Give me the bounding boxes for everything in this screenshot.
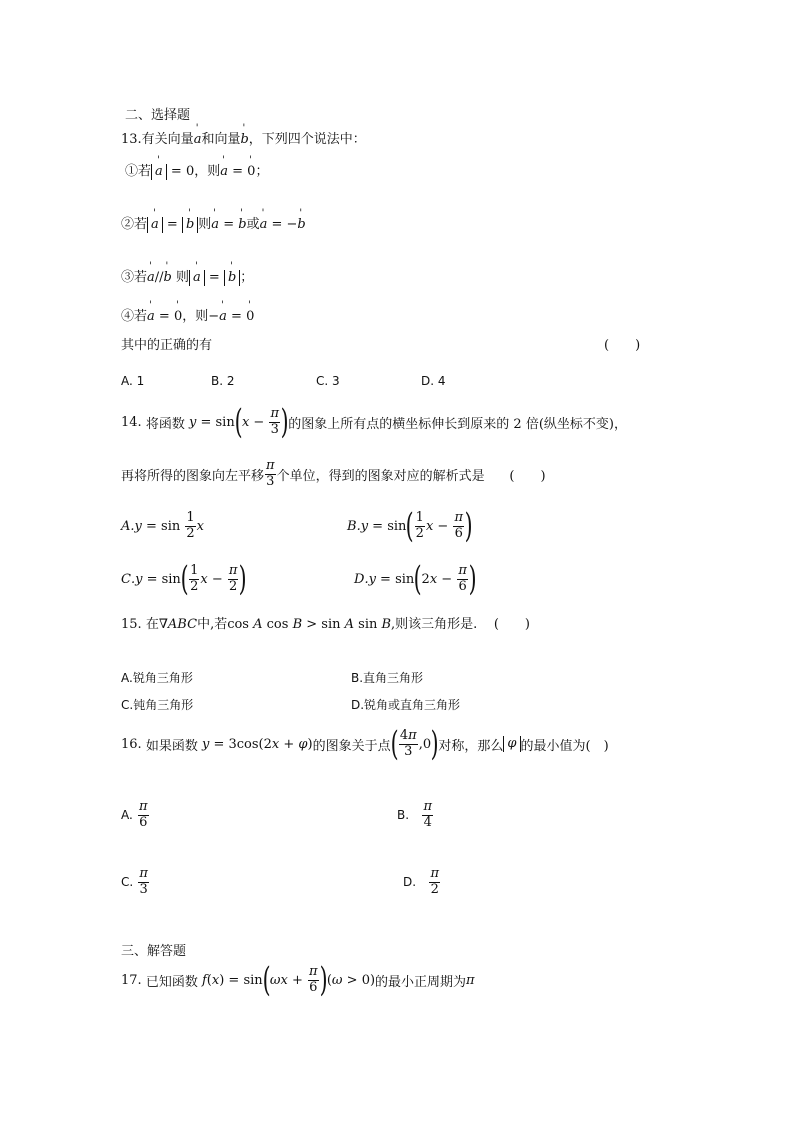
q16-stem: 16. 如果函数 y = 3cos(2 x + φ ) 的图象关于点 ( $\frac{4\pi}{3}$ ,0 ) 对称，那么 φ 的最小值为( ) <box>121 724 609 764</box>
q15-option-b: B.直角三角形 <box>351 671 424 685</box>
section-heading-choice: 二、选择题 <box>125 108 191 123</box>
q13-statement-1: ①若' a = 0，则' a = ' 0； <box>125 160 268 180</box>
section-heading-answer: 三、解答题 <box>121 944 187 959</box>
q15-option-d: D.锐角或直角三角形 <box>351 698 461 712</box>
q15-stem: 15. 在∇ABC中,若cos A cos B > sin A sin B,则该三角形是. ( ) <box>121 617 530 632</box>
q13-correct-prompt: 其中的正确的有 <box>121 338 213 353</box>
q15-option-a: A.锐角三角形 <box>121 671 193 685</box>
q14-option-d: D .y = sin ( 2 x − $\frac{\pi}{6}$ ) <box>354 559 477 599</box>
q13-statement-3: ③若' a//' b 则' a = ' b ； <box>121 266 253 286</box>
q13-answer-bracket: ( ) <box>604 338 641 353</box>
q13-stem: 13.有关向量' a和向量' b，下列四个说法中： <box>121 128 366 147</box>
q16-option-d: D. $\frac{\pi}{2}$ <box>403 865 440 897</box>
q14-option-a: A .y = sin $\frac{1}{2}$ x <box>121 509 204 541</box>
q13-statement-4: ④若' a = ' 0，则−' a = ' 0 <box>121 305 254 324</box>
q14-stem-line2: 再将所得的图象向左平移 $\frac{\pi}{3}$ 个单位，得到的图象对应的解析式是 ( ) <box>121 457 546 489</box>
q16-option-a: A. $\frac{\pi}{6}$ <box>121 798 148 830</box>
q14-option-b: B .y = sin ( $\frac{1}{2}$ x − $\frac{\pi}{6}$ ) <box>347 506 473 546</box>
q16-option-b: B. $\frac{\pi}{4}$ <box>397 798 432 830</box>
q14-option-c: C .y = sin ( $\frac{1}{2}$ x − $\frac{\pi}{2}$ ) <box>121 559 248 599</box>
q13-option-b: B. 2 <box>211 374 235 388</box>
q13-statement-2: ②若' a = ' b 则' a = ' b或' a = −' b <box>121 213 306 233</box>
q13-option-c: C. 3 <box>316 374 340 388</box>
q14-stem-line1: 14. 将函数 y = sin ( x − $\frac{\pi}{3}$ ) 的图象上所有点的横坐标伸长到原来的 2 倍(纵坐标不变)， <box>121 402 627 442</box>
q13-option-a: A. 1 <box>121 374 145 388</box>
q13-option-d: D. 4 <box>421 374 446 388</box>
q15-option-c: C.钝角三角形 <box>121 698 194 712</box>
q17-stem: 17. 已知函数 f ( x ) = sin ( ωx + $\frac{\pi}{6}$ ) ( ω > 0) 的最小正周期为 π <box>121 960 475 1000</box>
q16-option-c: C. $\frac{\pi}{3}$ <box>121 865 148 897</box>
